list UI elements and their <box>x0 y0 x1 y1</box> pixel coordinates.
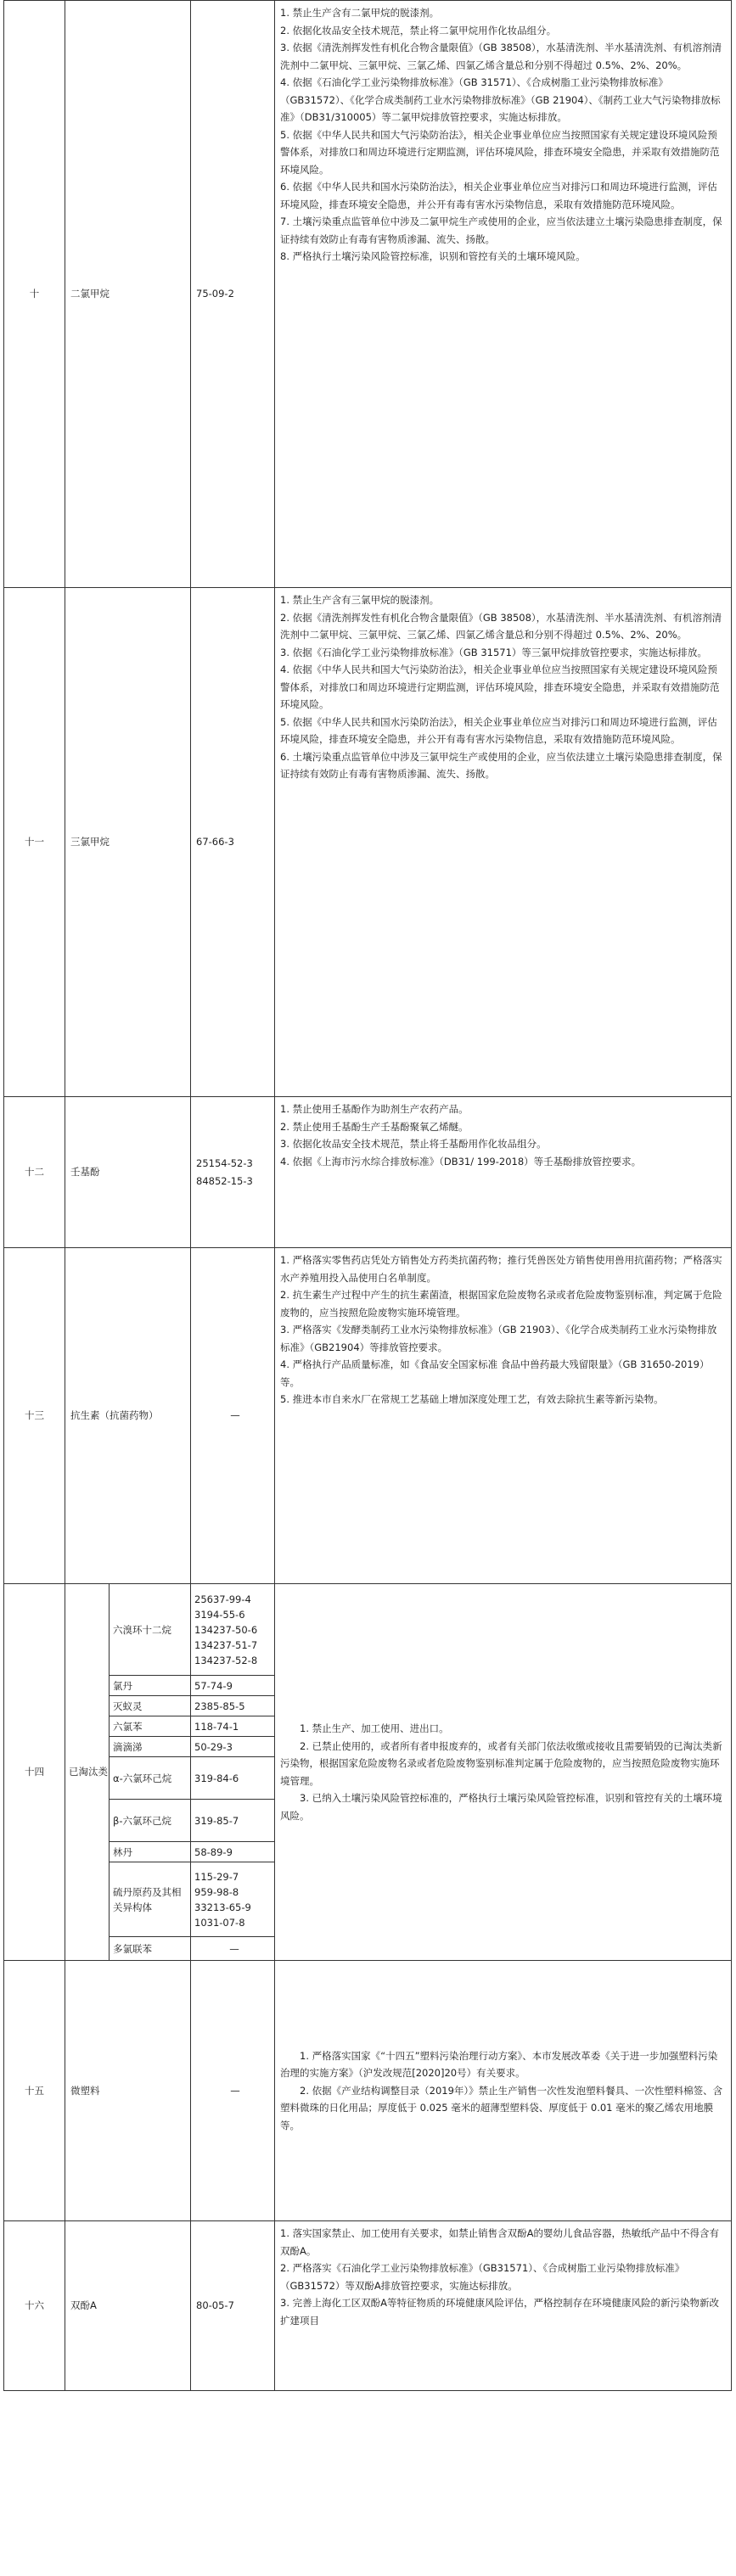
table-row <box>4 1097 732 1248</box>
measure-item: 7. 土壤污染重点监管单位中涉及二氯甲烷生产或使用的企业，应当依法建立土壤污染隐患排查制度，保证持续有效防止有毒有害物质渗漏、流失、扬散。 <box>280 216 722 245</box>
row-number: 十 <box>4 1 65 588</box>
sub-substance-name: 硫丹原药及其相关异构体 <box>110 1862 191 1937</box>
substance-name: 三氯甲烷 <box>65 588 191 1097</box>
sub-substance-name: 林丹 <box>110 1842 191 1862</box>
measure-item: 1. 禁止生产、加工使用、进出口。 <box>300 1722 449 1734</box>
measure-item: 2. 依据化妆品安全技术规范，禁止将二氯甲烷用作化妆品组分。 <box>280 24 557 36</box>
sub-substance-name: 六溴环十二烷 <box>110 1584 191 1676</box>
measure-item: 2. 依据《清洗剂挥发性有机化合物含量限值》（GB 38508），水基清洗剂、半水基清洗剂、有机溶剂清洗剂中二氯甲烷、三氯甲烷、三氯乙烯、四氯乙烯含量总和分别不得超过 0.5%、2%、20%。 <box>280 611 722 641</box>
sub-substance-name: 多氯联苯 <box>110 1937 191 1961</box>
row-number: 十四 <box>4 1584 65 1961</box>
sub-cas-number: 319-85-7 <box>191 1800 275 1842</box>
row-number: 十三 <box>4 1248 65 1584</box>
substance-name: 二氯甲烷 <box>65 1 191 588</box>
substance-name: 壬基酚 <box>65 1097 191 1248</box>
substance-group-name: 已淘汰类 <box>65 1584 110 1961</box>
measures-cell <box>275 1 732 588</box>
substance-name: 双酚A <box>65 2221 191 2391</box>
sub-cas-number: 58-89-9 <box>191 1842 275 1862</box>
measure-item: 1. 禁止生产含有三氯甲烷的脱漆剂。 <box>280 594 440 606</box>
substance-table <box>3 0 732 2391</box>
row-number: 十六 <box>4 2221 65 2391</box>
sub-cas-number: 115-29-7 959-98-8 33213-65-9 1031-07-8 <box>191 1862 275 1937</box>
cas-number: — <box>191 1248 275 1584</box>
sub-cas-number: 25637-99-4 3194-55-6 134237-50-6 134237-51-7 134237-52-8 <box>191 1584 275 1676</box>
cas-number: 80-05-7 <box>191 2221 275 2391</box>
measure-item: 1. 落实国家禁止、加工使用有关要求，如禁止销售含双酚A的婴幼儿食品容器，热敏纸产品中不得含有双酚A。 <box>280 2227 719 2257</box>
measures-cell <box>275 2221 732 2391</box>
measures-cell <box>275 1097 732 1248</box>
table-row <box>4 1961 732 2221</box>
row-number: 十一 <box>4 588 65 1097</box>
sub-cas-number: 319-84-6 <box>191 1757 275 1800</box>
measure-item: 2. 抗生素生产过程中产生的抗生素菌渣，根据国家危险废物名录或者危险废物鉴别标准，判定属于危险废物的，应当按照危险废物实施环境管理。 <box>280 1289 722 1319</box>
measure-item: 4. 依据《上海市污水综合排放标准》（DB31/ 199-2018）等壬基酚排放管控要求。 <box>280 1155 642 1168</box>
measure-item: 2. 已禁止使用的，或者所有者申报废弃的，或者有关部门依法收缴或接收且需要销毁的已淘汰类新污染物，根据国家危险废物名录或者危险废物鉴别标准判定属于危险废物的，应当按照危险废物实施环境管理。 <box>280 1739 722 1787</box>
table-row <box>4 2221 732 2391</box>
measure-item: 2. 依据《产业结构调整目录（2019年）》禁止生产销售一次性发泡塑料餐具、一次性塑料棉签、含塑料微珠的日化用品；厚度低于 0.025 毫米的超薄型塑料袋、厚度低于 0.01 毫米的聚乙烯农用地膜等。 <box>280 2084 723 2131</box>
sub-cas-number: 118-74-1 <box>191 1716 275 1737</box>
measure-item: 6. 依据《中华人民共和国水污染防治法》，相关企业事业单位应当对排污口和周边环境进行监测，评估环境风险，排查环境安全隐患，并公开有毒有害水污染物信息，采取有效措施防范环境风险。 <box>280 181 717 210</box>
measure-item: 1. 禁止使用壬基酚作为助剂生产农药产品。 <box>280 1103 469 1115</box>
table-row <box>4 1 732 588</box>
sub-cas-number: 2385-85-5 <box>191 1696 275 1716</box>
measure-item: 3. 已纳入土壤污染风险管控标准的，严格执行土壤污染风险管控标准，识别和管控有关的土壤环境风险。 <box>280 1792 722 1822</box>
sub-substance-name: 灭蚁灵 <box>110 1696 191 1716</box>
measure-item: 2. 严格落实《石油化学工业污染物排放标准》（GB31571）、《合成树脂工业污染物排放标准》（GB31572）等双酚A排放管控要求，实施达标排放。 <box>280 2262 685 2292</box>
substance-name: 抗生素（抗菌药物） <box>65 1248 191 1584</box>
cas-number: 25154-52-3 84852-15-3 <box>191 1097 275 1248</box>
measure-item: 6. 土壤污染重点监管单位中涉及三氯甲烷生产或使用的企业，应当依法建立土壤污染隐患排查制度，保证持续有效防止有毒有害物质渗漏、流失、扬散。 <box>280 750 722 780</box>
cas-number: 67-66-3 <box>191 588 275 1097</box>
table-row <box>4 1584 732 1676</box>
sub-cas-number: 50-29-3 <box>191 1737 275 1757</box>
measure-item: 1. 禁止生产含有二氯甲烷的脱漆剂。 <box>280 7 440 19</box>
measures-cell <box>275 588 732 1097</box>
sub-cas-number: 57-74-9 <box>191 1676 275 1696</box>
table-row <box>4 588 732 1097</box>
row-number: 十二 <box>4 1097 65 1248</box>
measure-item: 5. 推进本市自来水厂在常规工艺基础上增加深度处理工艺，有效去除抗生素等新污染物。 <box>280 1393 664 1405</box>
sub-substance-name: β-六氯环己烷 <box>110 1800 191 1842</box>
substance-name: 微塑料 <box>65 1961 191 2221</box>
measures-cell <box>275 1584 732 1961</box>
measure-item: 3. 完善上海化工区双酚A等特征物质的环境健康风险评估，严格控制存在环境健康风险的新污染物新改扩建项目 <box>280 2297 719 2327</box>
measures-cell <box>275 1248 732 1584</box>
row-number: 十五 <box>4 1961 65 2221</box>
measure-item: 5. 依据《中华人民共和国大气污染防治法》，相关企业事业单位应当按照国家有关规定建设环境风险预警体系，对排放口和周边环境进行定期监测，评估环境风险，排查环境安全隐患，并采取有效措施防范环境风险。 <box>280 128 720 176</box>
measure-item: 3. 依据《石油化学工业污染物排放标准》（GB 31571）等三氯甲烷排放管控要求，实施达标排放。 <box>280 646 707 658</box>
measure-item: 5. 依据《中华人民共和国水污染防治法》，相关企业事业单位应当对排污口和周边环境进行监测，评估环境风险，排查环境安全隐患，并公开有毒有害水污染物信息，采取有效措施防范环境风险。 <box>280 715 717 745</box>
measure-item: 4. 依据《石油化学工业污染物排放标准》（GB 31571）、《合成树脂工业污染物排放标准》（GB31572）、《化学合成类制药工业水污染物排放标准》（GB 21904）、《制药工业大气污染物排放标准》（DB31/310005）等二氯甲烷排放管控要求，实施达标排放。 <box>280 76 721 123</box>
sub-substance-name: α-六氯环己烷 <box>110 1757 191 1800</box>
measure-item: 2. 禁止使用壬基酚生产壬基酚聚氧乙烯醚。 <box>280 1120 469 1133</box>
measure-item: 8. 严格执行土壤污染风险管控标准，识别和管控有关的土壤环境风险。 <box>280 250 586 262</box>
measure-item: 4. 严格执行产品质量标准，如《食品安全国家标准 食品中兽药最大残留限量》（GB 31650-2019）等。 <box>280 1358 710 1388</box>
measure-item: 3. 依据化妆品安全技术规范，禁止将壬基酚用作化妆品组分。 <box>280 1138 547 1150</box>
sub-cas-number: — <box>191 1937 275 1961</box>
measure-item: 1. 严格落实国家《“十四五”塑料污染治理行动方案》、本市发展改革委《关于进一步加强塑料污染治理的实施方案》（沪发改规范[2020]20号）有关要求。 <box>280 2049 718 2080</box>
measure-item: 1. 严格落实零售药店凭处方销售处方药类抗菌药物；推行凭兽医处方销售使用兽用抗菌药物；严格落实水产养殖用投入品使用白名单制度。 <box>280 1254 722 1284</box>
cas-number: — <box>191 1961 275 2221</box>
measure-item: 3. 严格落实《发酵类制药工业水污染物排放标准》（GB 21903）、《化学合成类制药工业水污染物排放标准》（GB21904）等排放管控要求。 <box>280 1324 717 1353</box>
sub-substance-name: 氯丹 <box>110 1676 191 1696</box>
sub-substance-name: 六氯苯 <box>110 1716 191 1737</box>
sub-substance-name: 滴滴涕 <box>110 1737 191 1757</box>
measures-cell <box>275 1961 732 2221</box>
cas-number: 75-09-2 <box>191 1 275 588</box>
measure-item: 4. 依据《中华人民共和国大气污染防治法》，相关企业事业单位应当按照国家有关规定建设环境风险预警体系，对排放口和周边环境进行定期监测，评估环境风险，排查环境安全隐患，并采取有效措施防范环境风险。 <box>280 664 720 710</box>
measure-item: 3. 依据《清洗剂挥发性有机化合物含量限值》（GB 38508），水基清洗剂、半水基清洗剂、有机溶剂清洗剂中二氯甲烷、三氯甲烷、三氯乙烯、四氯乙烯含量总和分别不得超过 0.5%、2%、20%。 <box>280 42 722 71</box>
table-row <box>4 1248 732 1584</box>
